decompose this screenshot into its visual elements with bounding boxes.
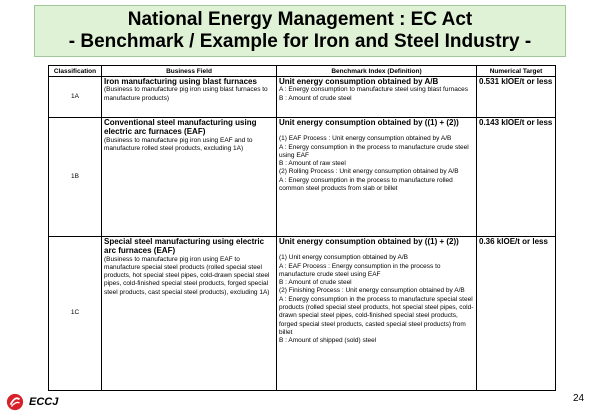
index-line: A : EAF Process : Energy consumption in the process to manufacture crude steel using EAF bbox=[279, 262, 441, 278]
index-line: (2) Finishing Process : Unit energy consumption obtained by A/B bbox=[279, 287, 465, 295]
field-description: (Business to manufacture pig iron using EAF to manufacture special steel products (rolled special steel products, hot special steel pipes, cold-drawn special steel pipes, cold-finished special steel products, forged special steel products, cast special steel products), excluding 1A) bbox=[104, 255, 270, 296]
index-line: B : Amount of shipped (sold) steel bbox=[279, 337, 377, 345]
eccj-logo bbox=[6, 393, 58, 411]
target-value: 0.143 klOE/t or less bbox=[479, 118, 553, 127]
business-field-cell bbox=[102, 237, 277, 391]
field-title: Iron manufacturing using blast furnaces bbox=[104, 77, 257, 86]
header-numerical-target: Numerical Target bbox=[477, 66, 556, 77]
field-description: (Business to manufacture pig iron using EAF and to manufacture rolled steel products, excluding 1A) bbox=[104, 136, 253, 152]
table-row bbox=[49, 237, 556, 391]
index-title: Unit energy consumption obtained by ((1) + (2)) bbox=[279, 237, 459, 246]
target-value: 0.531 klOE/t or less bbox=[479, 77, 553, 86]
index-line: A : Energy consumption to manufacture steel using blast furnaces bbox=[279, 86, 468, 94]
index-line: A : Energy consumption in the process to manufacture rolled common steel products from slab or billet bbox=[279, 176, 453, 193]
benchmark-index-cell bbox=[277, 118, 477, 237]
table-header-row bbox=[49, 66, 556, 77]
field-title: Conventional steel manufacturing using electric arc furnaces (EAF) bbox=[104, 118, 257, 137]
classification-cell: 1B bbox=[49, 118, 102, 237]
business-field-cell bbox=[102, 118, 277, 237]
benchmark-table bbox=[48, 65, 556, 391]
slide-title-line-2: - Benchmark / Example for Iron and Steel Industry - bbox=[68, 31, 532, 52]
classification-cell: 1C bbox=[49, 237, 102, 391]
header-classification: Classification bbox=[49, 66, 102, 77]
header-business-field: Business Field bbox=[102, 66, 277, 77]
index-title: Unit energy consumption obtained by ((1) + (2)) bbox=[279, 118, 459, 127]
field-title: Special steel manufacturing using electric arc furnaces (EAF) bbox=[104, 237, 265, 256]
benchmark-index-cell bbox=[277, 77, 477, 118]
header-benchmark-index: Benchmark Index (Definition) bbox=[277, 66, 477, 77]
index-line: B : Amount of raw steel bbox=[279, 160, 346, 168]
index-title: Unit energy consumption obtained by A/B bbox=[279, 77, 439, 86]
page-number: 24 bbox=[573, 393, 585, 404]
eccj-logo-text: ECCJ bbox=[29, 396, 59, 408]
slide-title-box bbox=[34, 5, 566, 57]
field-description: (Business to manufacture pig iron using blast furnaces to manufacture products) bbox=[104, 86, 268, 102]
index-line: B : Amount of crude steel bbox=[279, 94, 352, 102]
index-line: (1) Unit energy consumption obtained by A/B bbox=[279, 254, 408, 262]
numerical-target-cell bbox=[477, 118, 556, 237]
target-value: 0.36 klOE/t or less bbox=[479, 237, 548, 246]
numerical-target-cell bbox=[477, 237, 556, 391]
table-row bbox=[49, 77, 556, 118]
index-line: (1) EAF Process : Unit energy consumption obtained by A/B bbox=[279, 135, 452, 143]
slide-title-line-1: National Energy Management : EC Act bbox=[127, 9, 473, 30]
numerical-target-cell bbox=[477, 77, 556, 118]
index-line: A : Energy consumption in the process to manufacture crude steel using EAF bbox=[279, 143, 469, 159]
index-line: B : Amount of crude steel bbox=[279, 279, 352, 287]
benchmark-index-cell bbox=[277, 237, 477, 391]
index-line: A : Energy consumption in the process to manufacture special steel products (rolled special steel products, hot special steel pipes, cold-drawn special steel pipes, cold-finished special steel products, forged special steel products, casted special steel products) from billet bbox=[279, 295, 474, 336]
classification-cell: 1A bbox=[49, 77, 102, 118]
table-row bbox=[49, 118, 556, 237]
business-field-cell bbox=[102, 77, 277, 118]
index-line: (2) Rolling Process : Unit energy consumption obtained by A/B bbox=[279, 168, 459, 176]
eccj-logo-icon bbox=[6, 393, 24, 411]
